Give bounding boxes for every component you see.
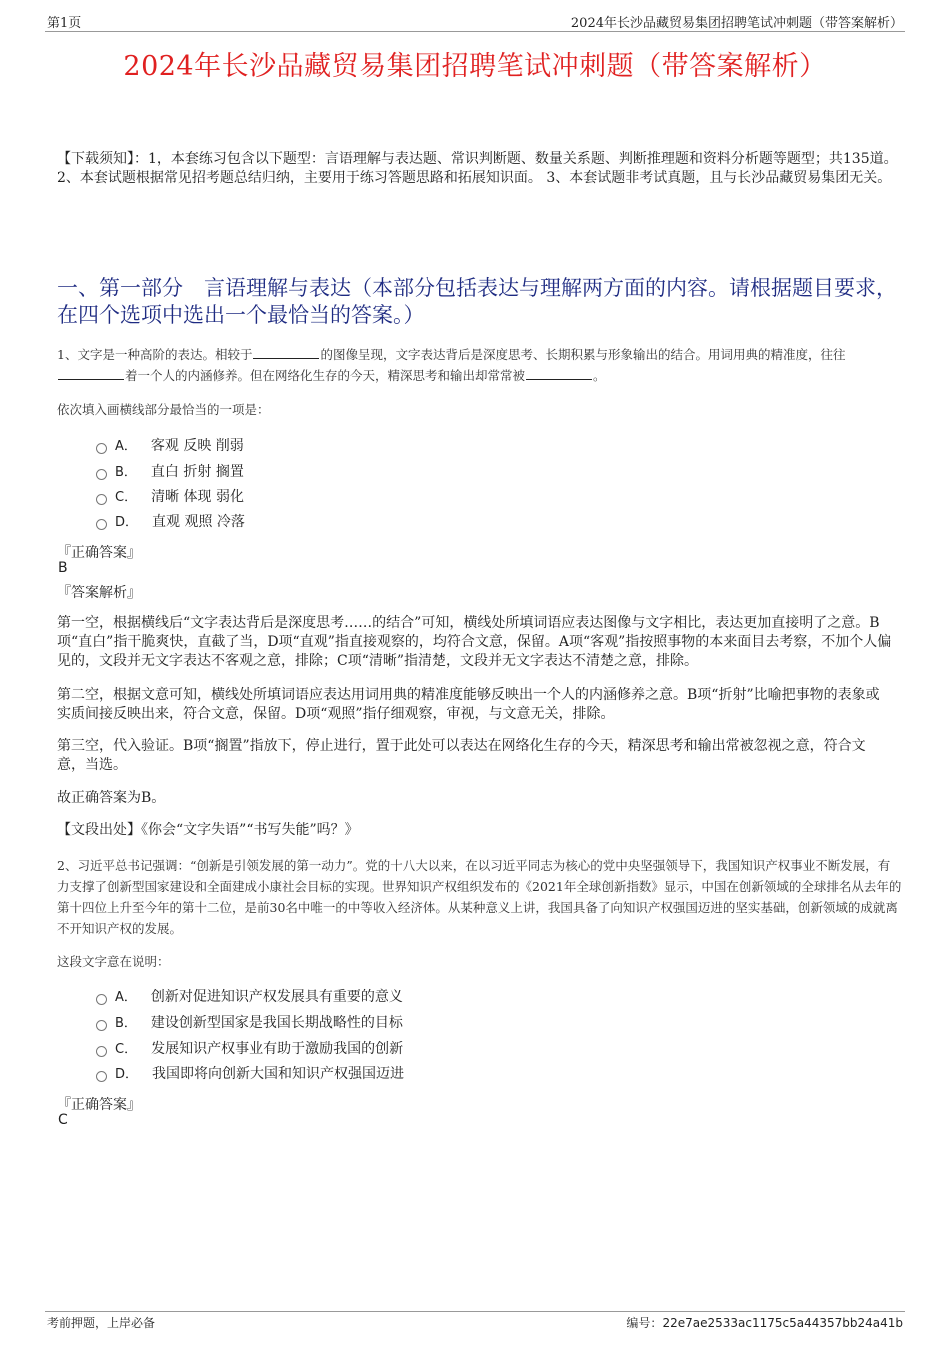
q2-option-a[interactable]: A． 创新对促进知识产权发展具有重要的意义 <box>96 986 403 1008</box>
radio-icon[interactable] <box>96 469 107 480</box>
page-number: 第1页 <box>47 16 82 31</box>
radio-icon[interactable] <box>96 519 107 530</box>
fill-blank <box>58 367 124 380</box>
q1-answer-label: 『正确答案』 <box>57 545 141 561</box>
header-divider <box>45 31 905 32</box>
radio-icon[interactable] <box>96 443 107 454</box>
footer-code: 编号：22e7ae2533ac1175c5a44357bb24a41b <box>626 1316 903 1330</box>
q1-option-b[interactable]: B． 直白 折射 搁置 <box>96 461 244 483</box>
question-1-text: 1、文字是一种高阶的表达。相较于 的图像呈现，文字表达背后是深度思考、长期积累与形象输出的结合。用词用典的精准度，往往 着一个人的内涵修养。但在网络化生存的今天，精深思考和输出却常常被 。 <box>57 347 846 383</box>
radio-icon[interactable] <box>96 1071 107 1082</box>
fill-blank <box>526 367 592 380</box>
q1-analysis-label: 『答案解析』 <box>57 585 141 601</box>
q2-option-c[interactable]: C． 发展知识产权事业有助于激励我国的创新 <box>96 1038 403 1060</box>
radio-icon[interactable] <box>96 494 107 505</box>
q1-answer: B <box>58 560 68 576</box>
download-notice: 【下载须知】：1，本套练习包含以下题型：言语理解与表达题、常识判断题、数量关系题、判断推理题和资料分析题等题型；共135道。 2、本套试题根据常见招考题总结归纳，主要用于练习答题思路和拓展知识面。 3、本套试题非考试真题，且与长沙品藏贸易集团无关。 <box>57 151 898 186</box>
header-doc-title: 2024年长沙品藏贸易集团招聘笔试冲刺题（带答案解析） <box>570 16 903 31</box>
q1-analysis-conclusion: 故正确答案为B。 <box>57 790 166 806</box>
radio-icon[interactable] <box>96 1020 107 1031</box>
question-2-prompt: 这段文字意在说明： <box>57 954 170 969</box>
q1-option-c[interactable]: C． 清晰 体现 弱化 <box>96 486 244 508</box>
radio-icon[interactable] <box>96 994 107 1005</box>
radio-icon[interactable] <box>96 1046 107 1057</box>
q1-analysis-para-1: 第一空，根据横线后“文字表达背后是深度思考……的结合”可知，横线处所填词语应表达图像与文字相比，表达更加直接明了之意。B项“直白”指干脆爽快，直截了当，D项“直观”指直接观察的，均符合文意，保留。A项“客观”指按照事物的本来面目去考察，不加个人偏见的，文段并无文字表达不客观之意，排除；C项“清晰”指清楚，文段并无文字表达不清楚之意，排除。 <box>57 615 892 669</box>
footer-divider <box>45 1311 905 1312</box>
fill-blank <box>253 346 319 359</box>
q1-source: 【文段出处】《你会“文字失语”“书写失能”吗？》 <box>57 822 359 838</box>
q2-option-d[interactable]: D． 我国即将向创新大国和知识产权强国迈进 <box>96 1063 404 1085</box>
q1-analysis-para-3: 第三空，代入验证。B项“搁置”指放下，停止进行，置于此处可以表达在网络化生存的今天，精深思考和输出常被忽视之意，符合文意，当选。 <box>57 738 866 773</box>
footer-slogan: 考前押题，上岸必备 <box>47 1316 156 1330</box>
question-2-text: 2、习近平总书记强调：“创新是引领发展的第一动力”。党的十八大以来，在以习近平同志为核心的党中央坚强领导下，我国知识产权事业不断发展，有力支撑了创新型国家建设和全面建成小康社会目标的实现。世界知识产权组织发布的《2021年全球创新指数》显示，中国在创新领域的全球排名从去年的第十四位上升至今年的第十二位，是前30名中唯一的中等收入经济体。从某种意义上讲，我国具备了向知识产权强国迈进的坚实基础，创新领域的成就离不开知识产权的发展。 <box>57 858 902 936</box>
q2-answer-label: 『正确答案』 <box>57 1097 141 1113</box>
q2-option-b[interactable]: B． 建设创新型国家是我国长期战略性的目标 <box>96 1012 403 1034</box>
q1-option-a[interactable]: A． 客观 反映 削弱 <box>96 435 244 457</box>
question-1-prompt: 依次填入画横线部分最恰当的一项是： <box>57 402 270 417</box>
q1-option-d[interactable]: D． 直观 观照 冷落 <box>96 511 245 533</box>
section-title: 一、第一部分 言语理解与表达（本部分包括表达与理解两方面的内容。请根据题目要求，在四个选项中选出一个最恰当的答案。） <box>57 276 897 327</box>
q1-analysis-para-2: 第二空，根据文意可知，横线处所填词语应表达用词用典的精准度能够反映出一个人的内涵修养之意。B项“折射”比喻把事物的表象或实质间接反映出来，符合文意，保留。D项“观照”指仔细观察，审视，与文意无关，排除。 <box>57 687 880 722</box>
q2-answer: C <box>58 1112 68 1128</box>
document-title: 2024年长沙品藏贸易集团招聘笔试冲刺题（带答案解析） <box>123 51 827 82</box>
